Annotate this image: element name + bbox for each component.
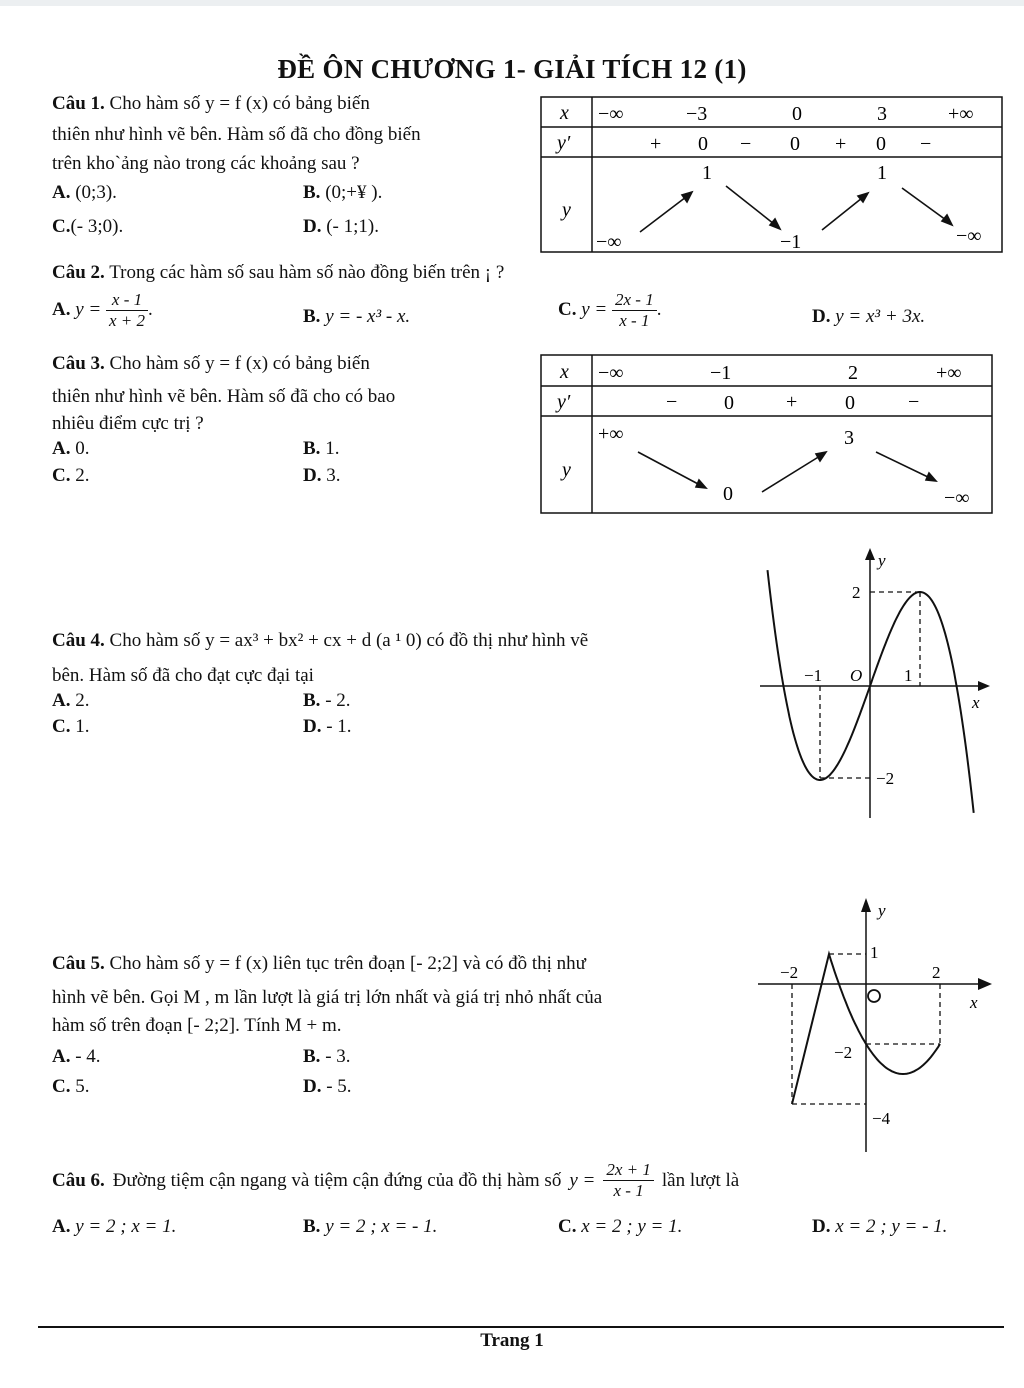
q5-option-c-text: 5. bbox=[75, 1076, 90, 1097]
q5-tick-minus4: −4 bbox=[872, 1109, 891, 1128]
q1-y-min: −1 bbox=[780, 231, 802, 253]
q5-option-d-label: D. bbox=[303, 1076, 322, 1097]
q3-line2: thiên như hình vẽ bên. Hàm số đã cho có bao bbox=[52, 386, 396, 407]
q3-sign-2: + bbox=[786, 391, 798, 413]
q6-option-a-label: A. bbox=[52, 1216, 71, 1237]
q3-x-2: 2 bbox=[848, 362, 858, 384]
q1-x-0: −∞ bbox=[598, 103, 624, 125]
q4-option-b[interactable] bbox=[303, 690, 351, 712]
q3-y-label: y bbox=[562, 459, 571, 481]
q1-option-c-text: (- 3;0). bbox=[70, 216, 124, 237]
q1-line1 bbox=[52, 92, 370, 116]
q5-tick-minus2-y: −2 bbox=[834, 1043, 853, 1062]
q3-y-left: +∞ bbox=[598, 423, 624, 445]
q4-option-c[interactable] bbox=[52, 716, 89, 738]
q3-y-right: −∞ bbox=[944, 487, 970, 509]
q4-option-a-text: 2. bbox=[75, 690, 90, 711]
q1-x-4: +∞ bbox=[948, 103, 974, 125]
q3-option-a-text: 0. bbox=[75, 438, 90, 459]
q3-option-c-text: 2. bbox=[75, 465, 90, 486]
q3-y-max: 3 bbox=[844, 427, 854, 449]
q2-option-b[interactable] bbox=[303, 306, 410, 328]
q2-option-c-num: 2x - 1 bbox=[612, 290, 657, 311]
q6-option-b[interactable] bbox=[303, 1216, 437, 1238]
q5-x-axis-label: x bbox=[970, 993, 978, 1012]
q4-option-d-text: - 1. bbox=[326, 716, 352, 737]
q3-option-b[interactable] bbox=[303, 438, 339, 460]
q1-sign-3: 0 bbox=[790, 133, 800, 155]
q1-y-max2: 1 bbox=[877, 162, 887, 184]
q5-option-b-label: B. bbox=[303, 1046, 321, 1067]
q4-text1: Cho hàm số y = ax³ + bx² + cx + d (a ¹ 0) có đồ thị như hình vẽ bbox=[109, 630, 589, 651]
q3-variation-table bbox=[540, 354, 994, 515]
q5-line2: hình vẽ bên. Gọi M , m lần lượt là giá trị lớn nhất và giá trị nhỏ nhất của bbox=[52, 987, 603, 1008]
q3-line1 bbox=[52, 352, 370, 376]
q4-origin-label: O bbox=[850, 666, 863, 685]
q2-option-c-label: C. bbox=[558, 298, 577, 320]
q2-option-a-num: x - 1 bbox=[106, 290, 148, 311]
q1-option-b[interactable] bbox=[303, 182, 382, 204]
q5-option-c-label: C. bbox=[52, 1076, 71, 1097]
q3-yprime-label: y′ bbox=[557, 391, 571, 413]
q1-label: Câu 1. bbox=[52, 93, 105, 114]
q4-option-c-label: C. bbox=[52, 716, 71, 737]
q4-y-axis-label: y bbox=[878, 551, 886, 570]
q1-option-a[interactable] bbox=[52, 182, 117, 204]
q5-origin-label: O bbox=[856, 1002, 857, 1003]
q6-option-c-label: C. bbox=[558, 1216, 577, 1237]
q6-option-c-text: x = 2 ; y = 1. bbox=[581, 1216, 683, 1237]
q1-option-d[interactable] bbox=[303, 216, 379, 238]
q2-option-a[interactable] bbox=[52, 290, 153, 331]
q1-option-c[interactable] bbox=[52, 216, 123, 238]
page-number: Trang 1 bbox=[480, 1330, 544, 1351]
q3-sign-3: 0 bbox=[845, 392, 855, 414]
q6-fn-num: 2x + 1 bbox=[603, 1160, 654, 1181]
q1-option-b-text: (0;+¥ ). bbox=[325, 182, 383, 203]
q6-option-d-label: D. bbox=[812, 1216, 831, 1237]
q4-tick-1: 1 bbox=[904, 666, 913, 685]
q1-option-a-label: A. bbox=[52, 182, 71, 203]
q3-option-b-text: 1. bbox=[325, 438, 340, 459]
q5-line3: hàm số trên đoạn [- 2;2]. Tính M + m. bbox=[52, 1015, 342, 1036]
q6-line bbox=[52, 1160, 739, 1201]
q3-x-1: −1 bbox=[710, 362, 732, 384]
q6-option-b-text: y = 2 ; x = - 1. bbox=[325, 1216, 438, 1237]
q6-option-c[interactable] bbox=[558, 1216, 682, 1238]
q6-option-a-text: y = 2 ; x = 1. bbox=[75, 1216, 177, 1237]
q1-y-right: −∞ bbox=[956, 225, 982, 247]
q4-x-axis-label: x bbox=[972, 693, 980, 712]
q6-text: Đường tiệm cận ngang và tiệm cận đứng của đồ thị hàm số bbox=[112, 1169, 562, 1191]
q2-option-a-post: . bbox=[148, 298, 153, 320]
q3-sign-0: − bbox=[666, 391, 678, 413]
q2-option-b-label: B. bbox=[303, 306, 321, 327]
q5-option-a-label: A. bbox=[52, 1046, 71, 1067]
footer-rule bbox=[38, 1326, 1004, 1328]
q1-option-d-label: D. bbox=[303, 216, 322, 237]
q5-option-b[interactable] bbox=[303, 1046, 351, 1068]
q2-option-c[interactable] bbox=[558, 290, 661, 331]
q4-option-a-label: A. bbox=[52, 690, 71, 711]
q4-line1 bbox=[52, 629, 588, 653]
q5-tick-minus2-x: −2 bbox=[780, 963, 799, 982]
q3-x-3: +∞ bbox=[936, 362, 962, 384]
q1-sign-5: 0 bbox=[876, 133, 886, 155]
q6-option-d-text: x = 2 ; y = - 1. bbox=[835, 1216, 948, 1237]
q3-text1: Cho hàm số y = f (x) có bảng biến bbox=[109, 353, 370, 374]
page-title: ĐỀ ÔN CHƯƠNG 1- GIẢI TÍCH 12 (1) bbox=[277, 54, 747, 84]
q6-option-a[interactable] bbox=[52, 1216, 176, 1238]
q4-tick-minus2: −2 bbox=[876, 769, 895, 788]
q1-option-b-label: B. bbox=[303, 182, 321, 203]
q4-option-d-label: D. bbox=[303, 716, 322, 737]
q1-sign-0: + bbox=[650, 133, 662, 155]
q5-label: Câu 5. bbox=[52, 953, 105, 974]
q1-option-a-text: (0;3). bbox=[75, 182, 117, 203]
q2-option-d-text: y = x³ + 3x. bbox=[835, 306, 926, 327]
q5-option-a-text: - 4. bbox=[75, 1046, 101, 1067]
q5-tick-1: 1 bbox=[870, 943, 879, 962]
q5-option-d-text: - 5. bbox=[326, 1076, 352, 1097]
q3-y-min: 0 bbox=[723, 483, 733, 505]
q2-option-a-label: A. bbox=[52, 298, 71, 320]
q3-sign-4: − bbox=[908, 391, 920, 413]
q4-cubic-graph bbox=[750, 540, 1000, 820]
q3-option-d[interactable] bbox=[303, 465, 340, 487]
q1-sign-6: − bbox=[920, 133, 932, 155]
q2-line bbox=[52, 261, 504, 285]
q3-option-c[interactable] bbox=[52, 465, 89, 487]
q6-text-after: lần lượt là bbox=[661, 1169, 740, 1191]
q5-option-a[interactable] bbox=[52, 1046, 101, 1068]
q1-y-label: y bbox=[562, 199, 571, 221]
q3-sign-1: 0 bbox=[724, 392, 734, 414]
q5-option-b-text: - 3. bbox=[325, 1046, 351, 1067]
q3-line3: nhiêu điểm cực trị ? bbox=[52, 413, 204, 434]
q1-sign-1: 0 bbox=[698, 133, 708, 155]
q2-option-c-pre: y = bbox=[581, 298, 608, 320]
q3-option-a-label: A. bbox=[52, 438, 71, 459]
q4-option-d[interactable] bbox=[303, 716, 352, 738]
q1-y-left: −∞ bbox=[596, 231, 622, 253]
q6-fn-pre: y = bbox=[569, 1169, 596, 1191]
q6-option-b-label: B. bbox=[303, 1216, 321, 1237]
q1-sign-4: + bbox=[835, 133, 847, 155]
q1-x-3: 3 bbox=[877, 103, 887, 125]
q1-x-2: 0 bbox=[792, 103, 802, 125]
q1-y-max1: 1 bbox=[702, 162, 712, 184]
q2-option-c-post: . bbox=[656, 298, 662, 320]
q5-tick-2-x: 2 bbox=[932, 963, 941, 982]
q2-label: Câu 2. bbox=[52, 262, 105, 283]
q4-tick-2: 2 bbox=[852, 583, 861, 602]
q2-option-c-den: x - 1 bbox=[619, 311, 650, 330]
q1-x-label: x bbox=[560, 102, 569, 124]
q1-line2: thiên như hình vẽ bên. Hàm số đã cho đồng biến bbox=[52, 124, 421, 145]
q4-tick-minus1: −1 bbox=[804, 666, 823, 685]
q4-line2: bên. Hàm số đã cho đạt cực đại tại bbox=[52, 665, 314, 686]
q2-text: Trong các hàm số sau hàm số nào đồng biến trên ¡ ? bbox=[109, 262, 505, 283]
q4-option-b-text: - 2. bbox=[325, 690, 351, 711]
q4-option-b-label: B. bbox=[303, 690, 321, 711]
q5-line1 bbox=[52, 952, 586, 976]
q3-x-label: x bbox=[560, 361, 569, 383]
top-rule bbox=[0, 0, 1024, 6]
q3-x-0: −∞ bbox=[598, 362, 624, 384]
q6-label: Câu 6. bbox=[52, 1169, 105, 1191]
q3-option-c-label: C. bbox=[52, 465, 71, 486]
q2-option-d-label: D. bbox=[812, 306, 831, 327]
q1-text1: Cho hàm số y = f (x) có bảng biến bbox=[109, 93, 370, 114]
q5-option-c[interactable] bbox=[52, 1076, 89, 1098]
q1-option-c-label: C. bbox=[52, 216, 71, 237]
q4-option-a[interactable] bbox=[52, 690, 89, 712]
q3-label: Câu 3. bbox=[52, 353, 105, 374]
q1-sign-2: − bbox=[740, 133, 752, 155]
q1-option-d-text: (- 1;1). bbox=[326, 216, 379, 237]
q1-x-1: −3 bbox=[686, 103, 708, 125]
q6-option-d[interactable] bbox=[812, 1216, 947, 1238]
q2-option-b-text: y = - x³ - x. bbox=[325, 306, 411, 327]
q5-text1: Cho hàm số y = f (x) liên tục trên đoạn [- 2;2] và có đồ thị như bbox=[109, 953, 586, 974]
q1-line3: trên kho`ảng nào trong các khoảng sau ? bbox=[52, 153, 360, 174]
q3-option-d-label: D. bbox=[303, 465, 322, 486]
q4-label: Câu 4. bbox=[52, 630, 105, 651]
q3-option-d-text: 3. bbox=[326, 465, 341, 486]
q2-option-a-den: x + 2 bbox=[109, 311, 146, 330]
q2-option-d[interactable] bbox=[812, 306, 925, 328]
q2-option-a-pre: y = bbox=[75, 298, 102, 320]
q1-yprime-label: y′ bbox=[557, 132, 571, 154]
q3-option-b-label: B. bbox=[303, 438, 321, 459]
q5-y-axis-label: y bbox=[878, 901, 886, 920]
q5-option-d[interactable] bbox=[303, 1076, 352, 1098]
q1-variation-table bbox=[540, 96, 1004, 254]
q5-graph bbox=[750, 892, 1000, 1154]
q4-option-c-text: 1. bbox=[75, 716, 90, 737]
q5-origin-marker bbox=[868, 990, 880, 1002]
q3-option-a[interactable] bbox=[52, 438, 89, 460]
q6-fn-den: x - 1 bbox=[613, 1181, 644, 1200]
